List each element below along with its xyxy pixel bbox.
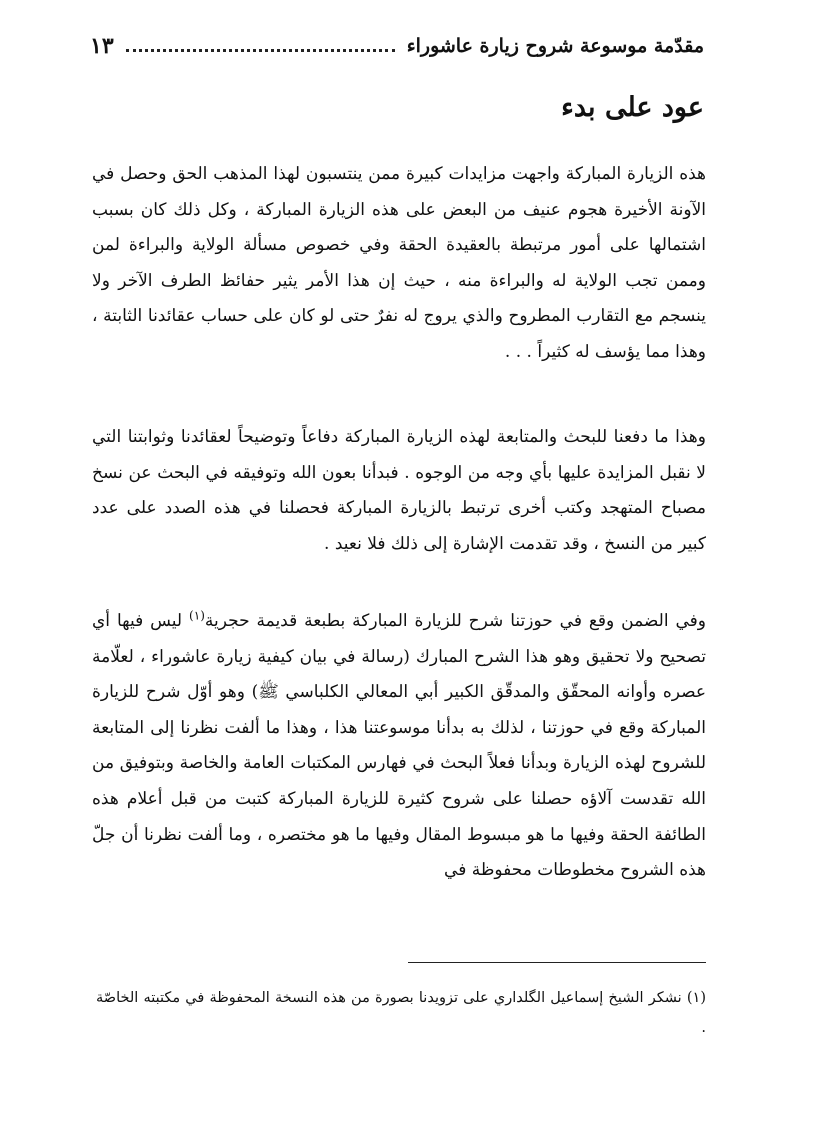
paragraph-3-text-end: ليس فيها أي تصحيح ولا تحقيق وهو هذا الشرح المبارك (رسالة في بيان كيفية زيارة عاشوراء ، لعلّامة عصره وأوانه المحقّق والمدقّق الكبير أبي المعالي الكلباسي ﷺ) وهو أوّل شرح للزيارة المباركة وقع في حوزتنا ، لذلك به بدأنا موسوعتنا هذا ، وهذا ما ألفت نظرنا إلى المتابعة للشروح لهذه الزيارة وبدأنا فعلاً البحث في فهارس المكتبات العامة والخاصة وبتوفيق من الله تقدست آلاؤه حصلنا على شروح كثيرة للزيارة المباركة كتبت من قبل أعلام هذه الطائفة الحقة وفيها ما هو مبسوط المقال وفيها ما هو مختصره ، وما ألفت نظرنا أن جلّ هذه الشروح مخطوطات محفوظة في: [92, 611, 706, 881]
dotted-leader: [126, 49, 395, 52]
footnote-marker: (١): [686, 990, 707, 1006]
running-title: مقدّمة موسوعة شروح زيارة عاشوراء: [406, 35, 704, 57]
footnote-reference[interactable]: (١): [189, 608, 205, 623]
paragraph-3: [92, 604, 706, 889]
footnote-text: نشكر الشيخ إسماعيل الگلداري على تزويدنا بصورة من هذه النسخة المحفوظة في مكتبته الخاصّة .: [96, 990, 706, 1036]
paragraph-1: هذه الزيارة المباركة واجهت مزايدات كبيرة ممن ينتسبون لهذا المذهب الحق وحصل في الآونة الأخيرة هجوم عنيف من البعض على هذه الزيارة المباركة ، وكل ذلك كان بسبب اشتمالها على أمور مرتبطة بالعقيدة الحقة وفي خصوص مسألة الولاية والبراءة لمن وممن تجب الولاية له والبراءة منه ، حيث إن هذا الأمر يثير حفائظ الطرف الآخر ولا ينسجم مع التقارب المطروح والذي يروج له نفرٌ حتى لو كان على حساب عقائدنا الثابتة ، وهذا مما يؤسف له كثيراً . . .: [92, 164, 706, 362]
footnote-separator: [408, 962, 706, 963]
paragraph-3-text-start: وفي الضمن وقع في حوزتنا شرح للزيارة المباركة بطبعة قديمة حجرية: [204, 611, 706, 631]
running-header: [90, 26, 704, 66]
page-number: ١٣: [90, 33, 114, 59]
footnote: [96, 983, 706, 1043]
section-title: عود على بدء: [561, 92, 704, 123]
paragraph-2: وهذا ما دفعنا للبحث والمتابعة لهذه الزيارة المباركة دفاعاً وتوضيحاً لعقائدنا وثوابتنا التي لا نقبل المزايدة عليها بأي وجه من الوجوه . فبدأنا بعون الله وتوفيقه في البحث عن نسخ مصباح المتهجد وكتب أخرى ترتبط بالزيارة المباركة فحصلنا في هذه الصدد على عدد كبير من النسخ ، وقد تقدمت الإشارة إلى ذلك فلا نعيد .: [92, 427, 706, 554]
